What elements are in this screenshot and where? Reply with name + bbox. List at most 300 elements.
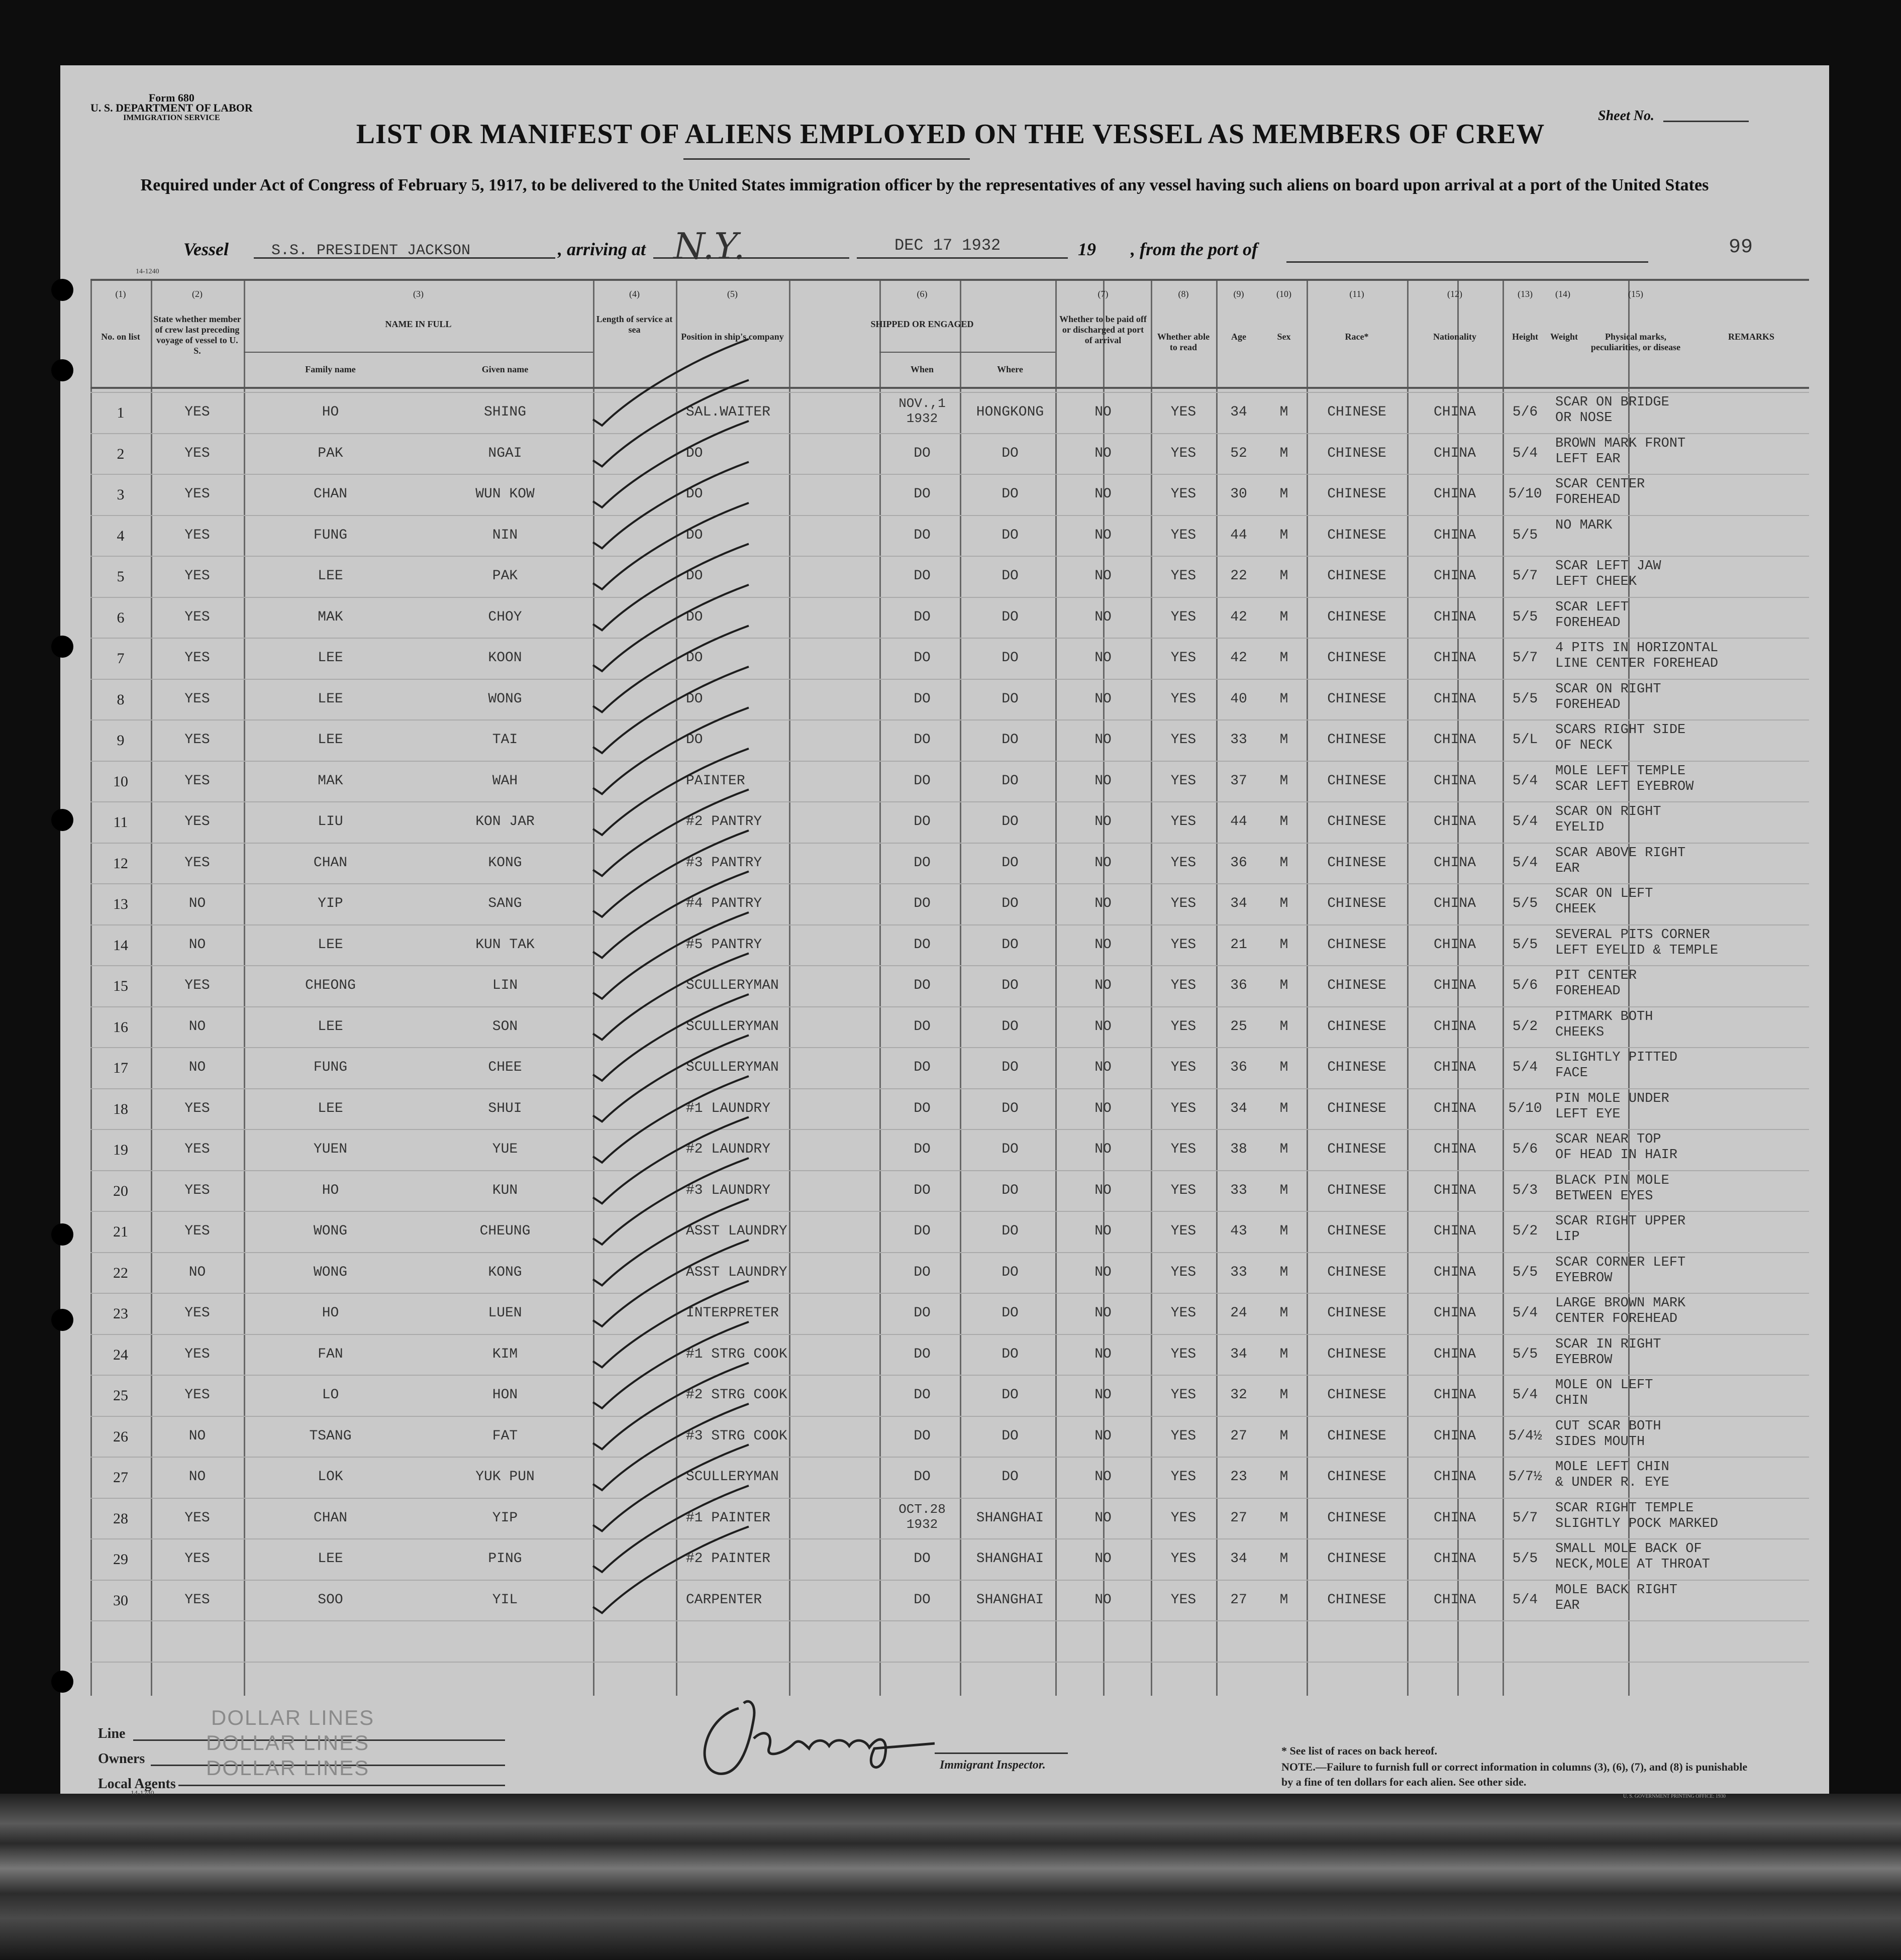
row-number: 17 [113, 1060, 128, 1076]
physical-marks-cell: SCAR ON LEFT CHEEK [1555, 886, 1653, 917]
agents-field [178, 1785, 505, 1786]
height-cell: 5/6 [1512, 404, 1538, 420]
row-number: 27 [113, 1469, 128, 1486]
binder-hole [51, 279, 73, 301]
age-cell: 34 [1230, 404, 1247, 420]
family-name-cell: SOO [318, 1592, 343, 1608]
check-mark [593, 789, 749, 876]
check-mark [593, 585, 749, 671]
height-cell: 5/5 [1512, 609, 1538, 625]
previous-voyage-cell: YES [184, 814, 210, 830]
binder-hole [51, 1223, 73, 1246]
race-cell: CHINESE [1327, 1510, 1386, 1526]
height-cell: 5/4 [1512, 773, 1538, 789]
physical-marks-cell: SCAR LEFT JAW LEFT CHEEK [1555, 559, 1661, 589]
check-mark [593, 1404, 749, 1490]
position-cell: SCULLERYMAN [686, 1469, 779, 1485]
sex-cell: M [1279, 568, 1288, 584]
shipped-where-cell: DO [1002, 1387, 1019, 1403]
nationality-cell: CHINA [1433, 568, 1476, 584]
previous-voyage-cell: YES [184, 486, 210, 502]
shipped-when-cell: DO [914, 1469, 931, 1485]
paid-off-cell: NO [1094, 937, 1112, 953]
height-cell: 5/2 [1512, 1018, 1538, 1035]
crew-table [90, 279, 1809, 1696]
race-cell: CHINESE [1327, 650, 1386, 666]
position-cell: DO [686, 691, 703, 707]
able-to-read-cell: YES [1170, 568, 1196, 584]
physical-marks-cell: SCAR CORNER LEFT EYEBROW [1555, 1255, 1686, 1286]
subcolumn-header: Given name [481, 364, 529, 374]
race-cell: CHINESE [1327, 1469, 1386, 1485]
paid-off-cell: NO [1094, 404, 1112, 420]
age-cell: 27 [1230, 1592, 1247, 1608]
arriving-port: N.Y. [673, 225, 745, 267]
previous-voyage-cell: YES [184, 1346, 210, 1362]
shipped-where-cell: DO [1002, 486, 1019, 502]
shipped-where-cell: DO [1002, 773, 1019, 789]
sex-cell: M [1279, 1264, 1288, 1280]
binder-hole [51, 1671, 73, 1693]
previous-voyage-cell: YES [184, 445, 210, 461]
line-label: Line [98, 1726, 126, 1741]
column-header: Weight [1550, 332, 1578, 342]
physical-marks-cell: MOLE ON LEFT CHIN [1555, 1378, 1653, 1408]
age-cell: 33 [1230, 732, 1247, 748]
sex-cell: M [1279, 732, 1288, 748]
able-to-read-cell: YES [1170, 1592, 1196, 1608]
race-cell: CHINESE [1327, 978, 1386, 993]
nationality-cell: CHINA [1433, 486, 1476, 502]
paid-off-cell: NO [1094, 527, 1112, 543]
row-number: 22 [113, 1264, 128, 1281]
subcolumn-header: When [910, 364, 934, 374]
height-cell: 5/5 [1512, 896, 1538, 911]
physical-marks-cell: SCAR IN RIGHT EYEBROW [1555, 1336, 1661, 1368]
shipped-when-cell: DO [914, 1387, 931, 1403]
shipped-where-cell: SHANGHAI [976, 1510, 1044, 1526]
position-cell: #2 PAINTER [686, 1551, 771, 1567]
printing-office: U. S. GOVERNMENT PRINTING OFFICE: 1930 [1623, 1794, 1726, 1799]
able-to-read-cell: YES [1170, 1551, 1196, 1567]
form-number: Form 680 [148, 91, 194, 104]
given-name-cell: SHUI [488, 1100, 522, 1116]
owners-stamp: DOLLAR LINES [206, 1731, 370, 1755]
check-mark [593, 1199, 749, 1285]
previous-voyage-cell: YES [184, 568, 210, 584]
nationality-cell: CHINA [1433, 445, 1476, 461]
family-name-cell: LEE [318, 937, 343, 953]
physical-marks-cell: SCAR CENTER FOREHEAD [1555, 477, 1645, 507]
position-cell: #2 PANTRY [686, 814, 762, 830]
physical-marks-cell: PITMARK BOTH CHEEKS [1555, 1009, 1653, 1040]
height-cell: 5/5 [1512, 1346, 1538, 1362]
given-name-cell: TAI [492, 732, 518, 748]
column-number: (8) [1178, 289, 1189, 299]
position-cell: DO [686, 732, 703, 748]
previous-voyage-cell: YES [184, 1510, 210, 1526]
previous-voyage-cell: YES [184, 1387, 210, 1403]
paid-off-cell: NO [1094, 650, 1112, 666]
column-number: (11) [1349, 289, 1364, 299]
check-mark [593, 1035, 749, 1121]
physical-marks-cell: 4 PITS IN HORIZONTAL LINE CENTER FOREHEAD [1555, 641, 1719, 671]
subcolumn-header: Family name [305, 364, 356, 374]
shipped-where-cell: DO [1002, 1060, 1019, 1075]
height-cell: 5/7 [1512, 650, 1538, 666]
given-name-cell: LIN [492, 978, 518, 993]
sex-cell: M [1279, 404, 1288, 420]
able-to-read-cell: YES [1170, 486, 1196, 502]
shipped-when-cell: DO [914, 1346, 931, 1362]
given-name-cell: KONG [488, 1264, 522, 1280]
paid-off-cell: NO [1094, 773, 1112, 789]
check-mark [593, 667, 749, 753]
position-cell: DO [686, 609, 703, 625]
position-cell: DO [686, 445, 703, 461]
inspector-line [935, 1752, 1068, 1754]
given-name-cell: YUE [492, 1142, 518, 1157]
race-cell: CHINESE [1327, 486, 1386, 502]
penalty-note: NOTE.—Failure to furnish full or correct information in columns (3), (6), (7), and (8) is punishable by a fine of ten dollars for each alien. See other side. [1281, 1761, 1748, 1788]
row-number: 21 [113, 1223, 128, 1240]
shipped-where-cell: DO [1002, 1264, 1019, 1280]
position-cell: PAINTER [686, 773, 745, 789]
previous-voyage-cell: YES [184, 978, 210, 993]
shipped-where-cell: DO [1002, 1182, 1019, 1198]
shipped-where-cell: DO [1002, 937, 1019, 953]
binder-hole [51, 1309, 73, 1331]
nationality-cell: CHINA [1433, 814, 1476, 830]
family-name-cell: YUEN [313, 1142, 348, 1157]
subcolumn-header: Where [997, 364, 1023, 374]
paid-off-cell: NO [1094, 1387, 1112, 1403]
age-cell: 30 [1230, 486, 1247, 502]
shipped-where-cell: DO [1002, 978, 1019, 993]
nationality-cell: CHINA [1433, 773, 1476, 789]
position-cell: DO [686, 527, 703, 543]
able-to-read-cell: YES [1170, 1142, 1196, 1157]
height-cell: 5/6 [1512, 978, 1538, 993]
shipped-when-cell: DO [914, 1428, 931, 1444]
previous-voyage-cell: YES [184, 1305, 210, 1321]
given-name-cell: CHEUNG [479, 1223, 531, 1239]
nationality-cell: CHINA [1433, 1346, 1476, 1362]
paid-off-cell: NO [1094, 855, 1112, 871]
shipped-where-cell: DO [1002, 1428, 1019, 1444]
paid-off-cell: NO [1094, 1100, 1112, 1116]
paid-off-cell: NO [1094, 691, 1112, 707]
age-cell: 36 [1230, 1060, 1247, 1075]
able-to-read-cell: YES [1170, 445, 1196, 461]
check-mark [593, 912, 749, 999]
given-name-cell: KONG [488, 855, 522, 871]
physical-marks-cell: LARGE BROWN MARK CENTER FOREHEAD [1555, 1296, 1686, 1326]
able-to-read-cell: YES [1170, 1346, 1196, 1362]
family-name-cell: LEE [318, 568, 343, 584]
nationality-cell: CHINA [1433, 1060, 1476, 1075]
physical-marks-cell: SCAR ON BRIDGE OR NOSE [1555, 395, 1669, 426]
physical-marks-cell: SCAR NEAR TOP OF HEAD IN HAIR [1555, 1132, 1678, 1163]
able-to-read-cell: YES [1170, 1223, 1196, 1239]
sex-cell: M [1279, 1182, 1288, 1198]
able-to-read-cell: YES [1170, 1387, 1196, 1403]
row-number: 6 [117, 609, 125, 626]
sex-cell: M [1279, 855, 1288, 871]
race-cell: CHINESE [1327, 527, 1386, 543]
age-cell: 36 [1230, 978, 1247, 993]
family-name-cell: CHAN [313, 1510, 348, 1526]
family-name-cell: CHAN [313, 486, 348, 502]
physical-marks-cell: BLACK PIN MOLE BETWEEN EYES [1555, 1173, 1669, 1204]
able-to-read-cell: YES [1170, 1182, 1196, 1198]
nationality-cell: CHINA [1433, 1592, 1476, 1608]
age-cell: 44 [1230, 814, 1247, 830]
height-cell: 5/2 [1512, 1223, 1538, 1239]
department-name: U. S. DEPARTMENT OF LABOR [90, 101, 253, 114]
given-name-cell: YIP [492, 1510, 518, 1526]
age-cell: 36 [1230, 855, 1247, 871]
check-mark [593, 953, 749, 1040]
position-cell: INTERPRETER [686, 1305, 779, 1321]
previous-voyage-cell: YES [184, 1100, 210, 1116]
family-name-cell: LOK [318, 1469, 343, 1485]
shipped-where-cell: DO [1002, 650, 1019, 666]
small-code: 14-1240 [136, 268, 159, 275]
row-number: 24 [113, 1346, 128, 1363]
age-cell: 38 [1230, 1142, 1247, 1157]
able-to-read-cell: YES [1170, 732, 1196, 748]
shipped-where-cell: DO [1002, 814, 1019, 830]
paid-off-cell: NO [1094, 1592, 1112, 1608]
height-cell: 5/5 [1512, 527, 1538, 543]
shipped-where-cell: DO [1002, 609, 1019, 625]
column-header: Whether able to read [1157, 332, 1210, 352]
check-mark [593, 421, 749, 507]
check-mark [593, 749, 749, 835]
sex-cell: M [1279, 1018, 1288, 1035]
race-cell: CHINESE [1327, 1387, 1386, 1403]
race-cell: CHINESE [1327, 1592, 1386, 1608]
previous-voyage-cell: YES [184, 527, 210, 543]
previous-voyage-cell: YES [184, 1182, 210, 1198]
paid-off-cell: NO [1094, 609, 1112, 625]
column-header: Race* [1345, 332, 1369, 342]
previous-voyage-cell: YES [184, 1142, 210, 1157]
given-name-cell: HON [492, 1387, 518, 1403]
physical-marks-cell: SEVERAL PITS CORNER LEFT EYELID & TEMPLE [1555, 927, 1719, 958]
race-cell: CHINESE [1327, 855, 1386, 871]
arriving-label: , arriving at [558, 239, 646, 259]
paid-off-cell: NO [1094, 1305, 1112, 1321]
owners-label: Owners [98, 1751, 145, 1767]
sex-cell: M [1279, 1305, 1288, 1321]
previous-voyage-cell: NO [188, 937, 206, 953]
height-cell: 5/4 [1512, 1060, 1538, 1075]
given-name-cell: PAK [492, 568, 518, 584]
race-cell: CHINESE [1327, 732, 1386, 748]
nationality-cell: CHINA [1433, 1387, 1476, 1403]
able-to-read-cell: YES [1170, 1100, 1196, 1116]
column-number: (7) [1097, 289, 1109, 299]
race-cell: CHINESE [1327, 1018, 1386, 1035]
position-cell: #5 PANTRY [686, 937, 762, 953]
column-header: Height [1512, 332, 1538, 342]
paid-off-cell: NO [1094, 445, 1112, 461]
column-header: Sex [1277, 332, 1291, 342]
able-to-read-cell: YES [1170, 527, 1196, 543]
shipped-where-cell: DO [1002, 1018, 1019, 1035]
nationality-cell: CHINA [1433, 937, 1476, 953]
shipped-when-cell: DO [914, 527, 931, 543]
row-number: 10 [113, 773, 128, 790]
sex-cell: M [1279, 691, 1288, 707]
previous-voyage-cell: NO [188, 1264, 206, 1280]
previous-voyage-cell: YES [184, 1551, 210, 1567]
binder-hole [51, 809, 73, 831]
from-port-line [1286, 256, 1648, 263]
nationality-cell: CHINA [1433, 1551, 1476, 1567]
height-cell: 5/4 [1512, 1305, 1538, 1321]
nationality-cell: CHINA [1433, 1510, 1476, 1526]
position-cell: SAL.WAITER [686, 404, 771, 420]
able-to-read-cell: YES [1170, 1018, 1196, 1035]
shipped-where-cell: DO [1002, 1223, 1019, 1239]
column-header: SHIPPED OR ENGAGED [870, 319, 974, 329]
column-header: REMARKS [1728, 332, 1774, 342]
given-name-cell: WAH [492, 773, 518, 789]
physical-marks-cell: BROWN MARK FRONT LEFT EAR [1555, 436, 1686, 467]
race-cell: CHINESE [1327, 404, 1386, 420]
able-to-read-cell: YES [1170, 1305, 1196, 1321]
sex-cell: M [1279, 1510, 1288, 1526]
age-cell: 40 [1230, 691, 1247, 707]
position-cell: SCULLERYMAN [686, 1018, 779, 1035]
row-number: 2 [117, 445, 125, 462]
nationality-cell: CHINA [1433, 1018, 1476, 1035]
row-number: 9 [117, 732, 125, 749]
age-cell: 25 [1230, 1018, 1247, 1035]
physical-marks-cell: SCAR ABOVE RIGHT EAR [1555, 845, 1686, 876]
agents-stamp: DOLLAR LINES [206, 1756, 370, 1780]
race-cell: CHINESE [1327, 814, 1386, 830]
given-name-cell: SON [492, 1018, 518, 1035]
shipped-when-cell: DO [914, 773, 931, 789]
previous-voyage-cell: NO [188, 896, 206, 911]
paid-off-cell: NO [1094, 1142, 1112, 1157]
physical-marks-cell: PIT CENTER FOREHEAD [1555, 968, 1637, 999]
check-mark [593, 1322, 749, 1408]
inspector-label: Immigrant Inspector. [940, 1759, 1046, 1772]
family-name-cell: PAK [318, 445, 343, 461]
given-name-cell: KON JAR [475, 814, 535, 830]
check-mark [593, 339, 749, 426]
shipped-when-cell: DO [914, 1592, 931, 1608]
height-cell: 5/6 [1512, 1142, 1538, 1157]
shipped-when-cell: DO [914, 732, 931, 748]
position-cell: #2 LAUNDRY [686, 1142, 771, 1157]
nationality-cell: CHINA [1433, 650, 1476, 666]
able-to-read-cell: YES [1170, 1469, 1196, 1485]
column-number: (2) [192, 289, 203, 299]
physical-marks-cell: SCAR ON RIGHT EYELID [1555, 804, 1661, 835]
physical-marks-cell: MOLE LEFT CHIN & UNDER R. EYE [1555, 1460, 1669, 1490]
physical-marks-cell: SCAR ON RIGHT FOREHEAD [1555, 681, 1661, 712]
check-mark [593, 462, 749, 548]
column-header: Position in ship's company [681, 332, 784, 342]
paid-off-cell: NO [1094, 568, 1112, 584]
row-number: 28 [113, 1510, 128, 1527]
physical-marks-cell: NO MARK [1555, 518, 1613, 533]
paid-off-cell: NO [1094, 1551, 1112, 1567]
sex-cell: M [1279, 1100, 1288, 1116]
shipped-when-cell: OCT.28 1932 [898, 1501, 946, 1532]
row-number: 18 [113, 1100, 128, 1117]
able-to-read-cell: YES [1170, 691, 1196, 707]
column-header: NAME IN FULL [385, 319, 452, 329]
family-name-cell: LO [322, 1387, 339, 1403]
sex-cell: M [1279, 896, 1288, 911]
given-name-cell: NIN [492, 527, 518, 543]
family-name-cell: LIU [318, 814, 343, 830]
given-name-cell: KUN [492, 1182, 518, 1198]
column-number: (15) [1628, 289, 1643, 299]
physical-marks-cell: CUT SCAR BOTH SIDES MOUTH [1555, 1418, 1661, 1450]
age-cell: 21 [1230, 937, 1247, 953]
nationality-cell: CHINA [1433, 1469, 1476, 1485]
family-name-cell: FAN [318, 1346, 343, 1362]
date-stamp: DEC 17 1932 [894, 236, 1001, 255]
row-number: 14 [113, 937, 128, 954]
row-number: 16 [113, 1018, 128, 1036]
previous-voyage-cell: YES [184, 609, 210, 625]
sex-cell: M [1279, 1346, 1288, 1362]
column-header: Physical marks, peculiarities, or disease [1590, 332, 1681, 352]
shipped-when-cell: DO [914, 445, 931, 461]
check-mark [593, 380, 749, 466]
binder-hole [51, 636, 73, 658]
shipped-when-cell: DO [914, 978, 931, 993]
row-number: 1 [117, 404, 125, 421]
shipped-when-cell: DO [914, 1100, 931, 1116]
age-cell: 42 [1230, 609, 1247, 625]
column-header: Nationality [1433, 332, 1476, 342]
previous-voyage-cell: NO [188, 1060, 206, 1075]
column-number: (13) [1518, 289, 1533, 299]
paid-off-cell: NO [1094, 1018, 1112, 1035]
able-to-read-cell: YES [1170, 773, 1196, 789]
shipped-where-cell: DO [1002, 732, 1019, 748]
position-cell: #1 PAINTER [686, 1510, 771, 1526]
given-name-cell: SANG [488, 896, 522, 911]
nationality-cell: CHINA [1433, 1182, 1476, 1198]
sex-cell: M [1279, 1551, 1288, 1567]
previous-voyage-cell: YES [184, 404, 210, 420]
race-cell: CHINESE [1327, 1182, 1386, 1198]
shipped-when-cell: DO [914, 1223, 931, 1239]
height-cell: 5/10 [1508, 1100, 1542, 1116]
nationality-cell: CHINA [1433, 1223, 1476, 1239]
check-mark [593, 1240, 749, 1326]
family-name-cell: MAK [318, 609, 343, 625]
age-cell: 32 [1230, 1387, 1247, 1403]
given-name-cell: CHEE [488, 1060, 522, 1075]
race-cell: CHINESE [1327, 1551, 1386, 1567]
shipped-when-cell: DO [914, 1018, 931, 1035]
row-number: 7 [117, 650, 125, 667]
check-mark [593, 544, 749, 630]
given-name-cell: PING [488, 1551, 522, 1567]
